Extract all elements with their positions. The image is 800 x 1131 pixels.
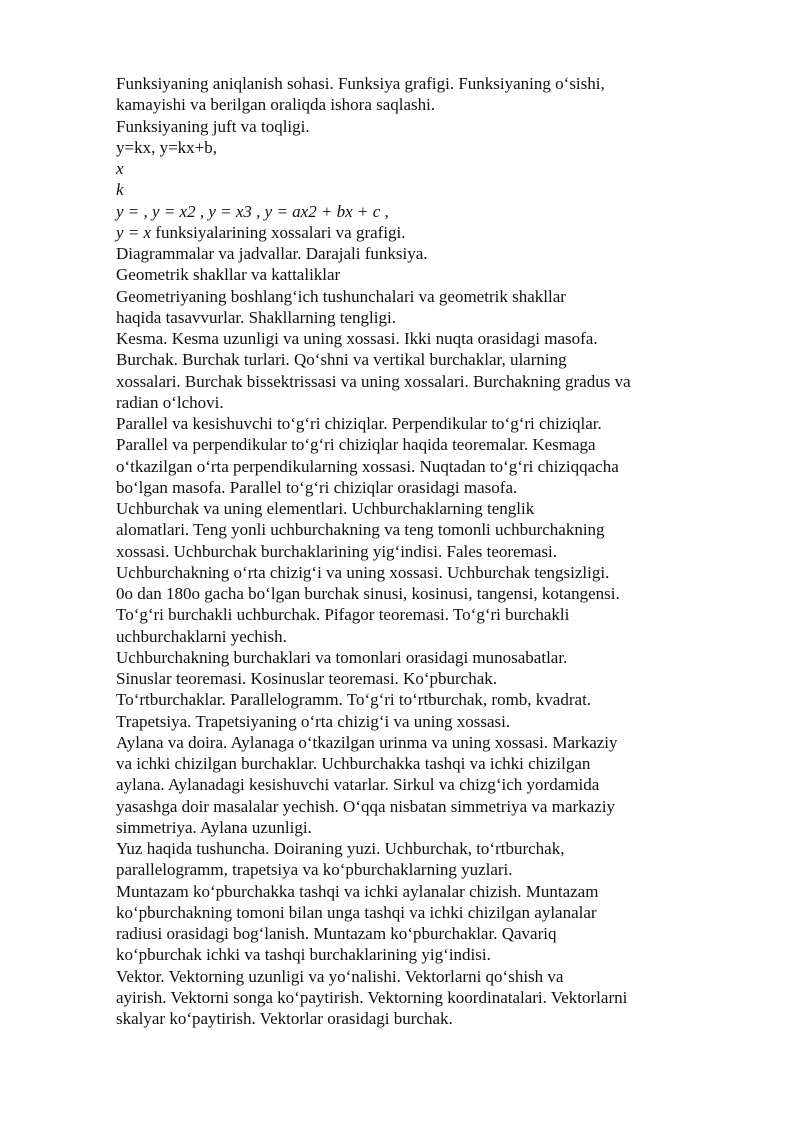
text-line: 0o dan 180o gacha bo‘lgan burchak sinusi, kosinusi, tangensi, kotangensi.: [116, 584, 620, 603]
text-line: Yuz haqida tushuncha. Doiraning yuzi. Uchburchak, to‘rtburchak,: [116, 839, 565, 858]
text-line: Funksiyaning aniqlanish sohasi. Funksiya grafigi. Funksiyaning o‘sishi,: [116, 74, 605, 93]
text-line: Aylana va doira. Aylanaga o‘tkazilgan urinma va uning xossasi. Markaziy: [116, 732, 618, 752]
text-line: Geometriyaning boshlang‘ich tushunchalari va geometrik shakllar: [116, 286, 566, 306]
text-line: bo‘lgan masofa. Parallel to‘g‘ri chiziqlar orasidagi masofa.: [116, 477, 518, 497]
text-line: Kesma. Kesma uzunligi va uning xossasi. Ikki nuqta orasidagi masofa.: [116, 329, 598, 348]
text-line: alomatlari. Teng yonli uchburchakning va teng tomonli uchburchakning: [116, 520, 605, 540]
text-line: x: [116, 159, 124, 178]
text-line: radian o‘lchovi.: [116, 392, 224, 412]
text-line: ko‘pburchak ichki va tashqi burchaklarining yig‘indisi.: [116, 945, 491, 965]
text-line: Diagrammalar va jadvallar. Darajali funksiya.: [116, 244, 428, 263]
text-line: yasashga doir masalalar yechish. O‘qqa nisbatan simmetriya va markaziy: [116, 796, 615, 816]
text-line: ayirish. Vektorni songa ko‘paytirish. Vektorning koordinatalari. Vektorlarni: [116, 987, 628, 1007]
text-line: y=kx, y=kx+b,: [116, 137, 218, 157]
text-line: aylana. Aylanadagi kesishuvchi vatarlar. Sirkul va chizg‘ich yordamida: [116, 775, 600, 795]
text-line: kamayishi va berilgan oraliqda ishora saqlashi.: [116, 95, 436, 115]
text-line: Funksiyaning juft va toqligi.: [116, 116, 310, 136]
text-line: o‘tkazilgan o‘rta perpendikularning xossasi. Nuqtadan to‘g‘ri chiziqqacha: [116, 456, 619, 476]
text-line: xossasi. Uchburchak burchaklarining yig‘indisi. Fales teoremasi.: [116, 541, 557, 561]
text-line: Burchak. Burchak turlari. Qo‘shni va vertikal burchaklar, ularning: [116, 350, 567, 370]
text-line: ko‘pburchakning tomoni bilan unga tashqi va ichki chizilgan aylanalar: [116, 902, 597, 922]
text-line: parallelogramm, trapetsiya va ko‘pburchaklarning yuzlari.: [116, 860, 513, 880]
text-line: simmetriya. Aylana uzunligi.: [116, 817, 312, 837]
text-line: Uchburchakning o‘rta chizig‘i va uning xossasi. Uchburchak tengsizligi.: [116, 562, 610, 582]
document-page: [116, 73, 796, 1029]
text-line: uchburchaklarni yechish.: [116, 626, 287, 646]
line-text: funksiyalarining xossalari va grafigi.: [151, 222, 406, 242]
text-line: Parallel va kesishuvchi to‘g‘ri chiziqlar. Perpendikular to‘g‘ri chiziqlar.: [116, 414, 602, 433]
text-line: Geometrik shakllar va kattaliklar: [116, 265, 341, 285]
text-line: Parallel va perpendikular to‘g‘ri chiziqlar haqida teoremalar. Kesmaga: [116, 435, 596, 455]
text-line: To‘g‘ri burchakli uchburchak. Pifagor teoremasi. To‘g‘ri burchakli: [116, 605, 570, 625]
text-line: Vektor. Vektorning uzunligi va yo‘nalishi. Vektorlarni qo‘shish va: [116, 966, 564, 986]
text-line: skalyar ko‘paytirish. Vektorlar orasidagi burchak.: [116, 1009, 453, 1028]
text-line: radiusi orasidagi bog‘lanish. Muntazam ko‘pburchaklar. Qavariq: [116, 924, 557, 943]
text-line: xossalari. Burchak bissektrissasi va uning xossalari. Burchakning gradus va: [116, 371, 631, 391]
text-line: haqida tasavvurlar. Shakllarning tengligi.: [116, 307, 396, 327]
text-line: y = , y = x2 , y = x3 , y = ax2 + bx + c ,: [116, 201, 389, 221]
text-line: To‘rtburchaklar. Parallelogramm. To‘g‘ri to‘rtburchak, romb, kvadrat.: [116, 690, 592, 710]
text-line: Uchburchakning burchaklari va tomonlari orasidagi munosabatlar.: [116, 647, 568, 667]
text-line: va ichki chizilgan burchaklar. Uchburchakka tashqi va ichki chizilgan: [116, 754, 591, 773]
text-line: k: [116, 180, 124, 200]
formula-prefix: y = x: [116, 222, 152, 242]
text-line: Sinuslar teoremasi. Kosinuslar teoremasi. Ko‘pburchak.: [116, 669, 497, 688]
text-line: [116, 222, 796, 243]
text-line: Uchburchak va uning elementlari. Uchburchaklarning tenglik: [116, 499, 535, 518]
text-line: Trapetsiya. Trapetsiyaning o‘rta chizig‘i va uning xossasi.: [116, 711, 511, 731]
text-line: Muntazam ko‘pburchakka tashqi va ichki aylanalar chizish. Muntazam: [116, 881, 599, 901]
